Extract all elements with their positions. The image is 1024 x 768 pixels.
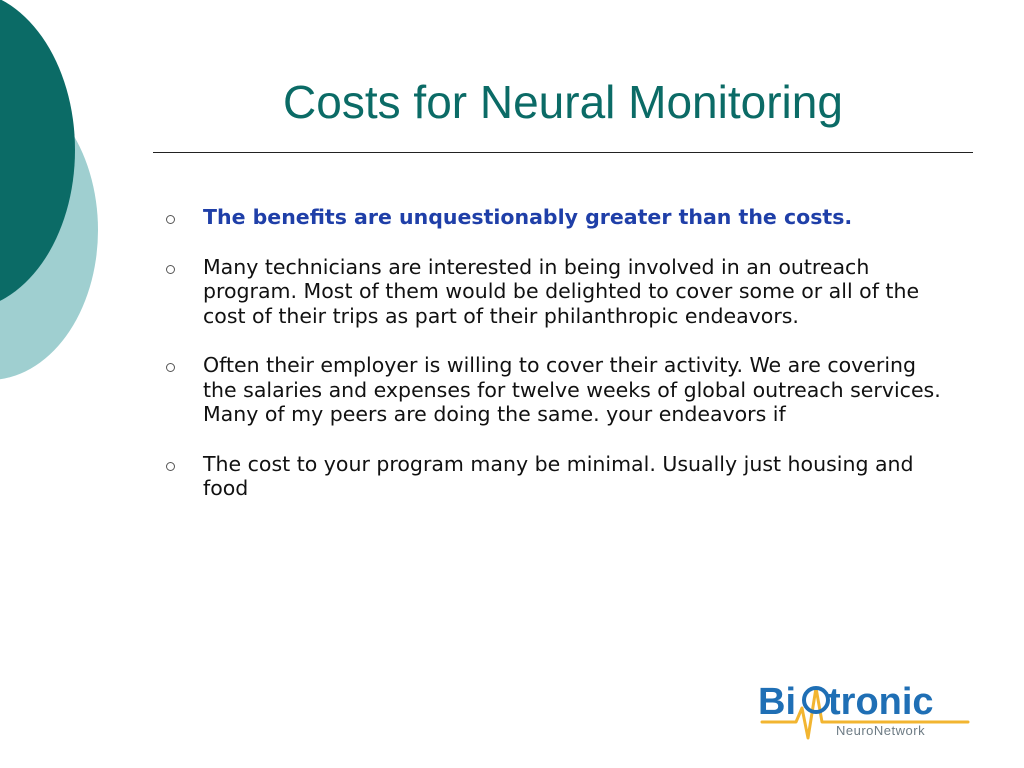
title-divider: [153, 152, 973, 153]
bullet-item: [160, 255, 950, 329]
bullet-item: [160, 205, 950, 230]
hollow-circle-bullet-icon: [166, 265, 175, 274]
hollow-circle-bullet-icon: [166, 363, 175, 372]
logo-tagline: NeuroNetwork: [836, 723, 926, 738]
bullet-text: The cost to your program many be minimal. Usually just housing and food: [203, 451, 914, 500]
bullet-text: Often their employer is willing to cover their activity. We are covering the salaries and expenses for twelve weeks of global outreach services. Many of my peers are doing the same. your endeavors if: [203, 353, 941, 426]
bullet-text: The benefits are unquestionably greater than the costs.: [203, 205, 853, 229]
logo-brand-suffix: tronic: [828, 681, 934, 723]
logo-brand-prefix: Bi: [758, 681, 796, 723]
hollow-circle-bullet-icon: [166, 215, 175, 224]
biotronic-logo: [758, 678, 970, 748]
bullet-item: [160, 353, 950, 427]
bullet-item: [160, 452, 950, 501]
bullet-list: [160, 205, 950, 526]
hollow-circle-bullet-icon: [166, 462, 175, 471]
bullet-text: Many technicians are interested in being involved in an outreach program. Most of them would be delighted to cover some or all of the cost of their trips as part of their philanthropic endeavors.: [203, 254, 920, 328]
slide-title: Costs for Neural Monitoring: [283, 76, 843, 128]
